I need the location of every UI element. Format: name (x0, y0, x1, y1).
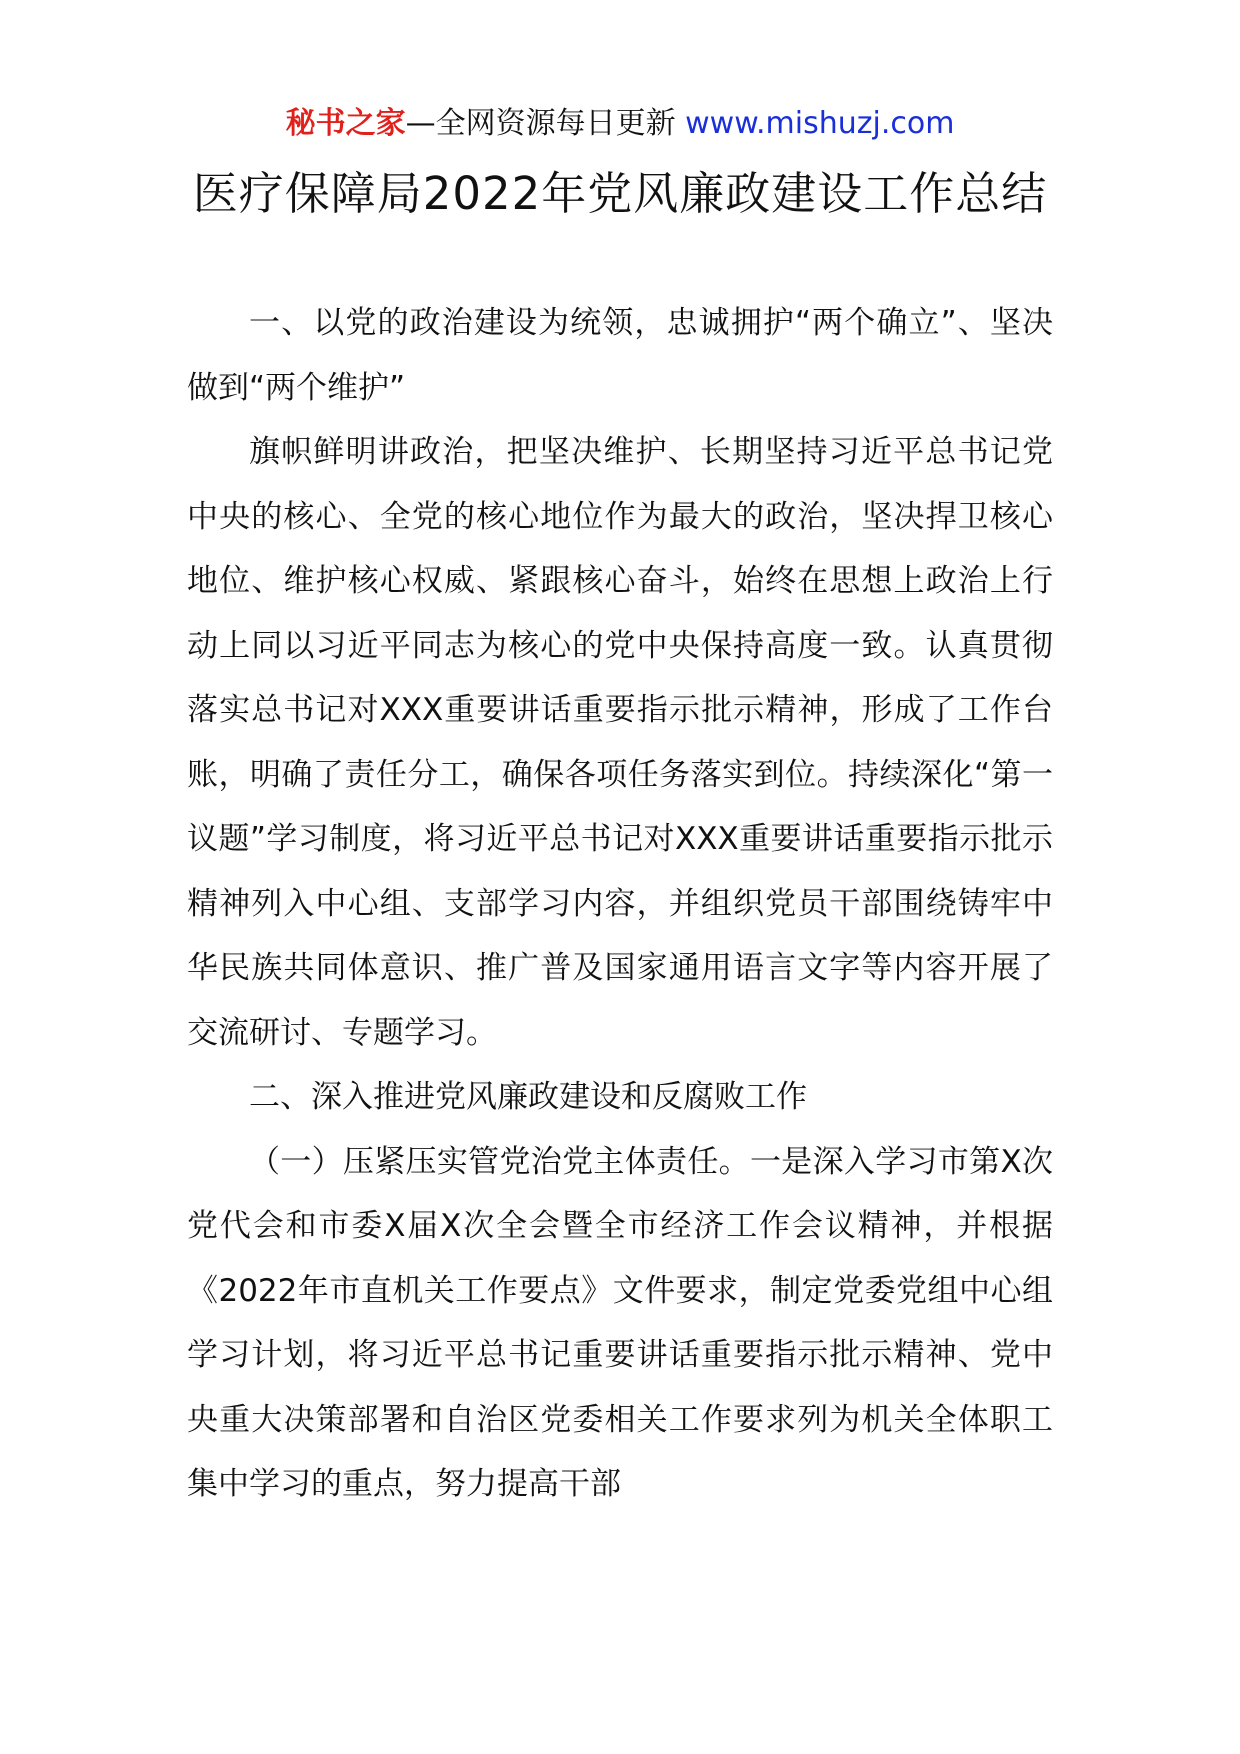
section-heading-2: 二、深入推进党风廉政建设和反腐败工作 (249, 1079, 807, 1115)
document-title: 医疗保障局2022年党风廉政建设工作总结 (192, 167, 1048, 220)
body-paragraph-2: （一）压紧压实管党治党主体责任。一是深入学习市第X次党代会和市委X届X次全会暨全市经济工作会议精神，并根据《2022年市直机关工作要点》文件要求，制定党委党组中心组学习计划，将习近平总书记重要讲话重要指示批示精神、党中央重大决策部署和自治区党委相关工作要求列为机关全体职工集中学习的重点，努力提高干部 (187, 1143, 1053, 1502)
site-banner (0, 104, 1240, 144)
site-tagline: —全网资源每日更新 (405, 106, 676, 141)
body-paragraph-1: 旗帜鲜明讲政治，把坚决维护、长期坚持习近平总书记党中央的核心、全党的核心地位作为最大的政治，坚决捍卫核心地位、维护核心权威、紧跟核心奋斗，始终在思想上政治上行动上同以习近平同志为核心的党中央保持高度一致。认真贯彻落实总书记对XXX重要讲话重要指示批示精神，形成了工作台账，明确了责任分工，确保各项任务落实到位。持续深化“第一议题”学习制度，将习近平总书记对XXX重要讲话重要指示批示精神列入中心组、支部学习内容，并组织党员干部围绕铸牢中华民族共同体意识、推广普及国家通用语言文字等内容开展了交流研讨、专题学习。 (187, 434, 1053, 1051)
section-heading-1: 一、以党的政治建设为统领，忠诚拥护“两个确立”、坚决做到“两个维护” (187, 305, 1053, 406)
document-body (187, 291, 1053, 1517)
site-url-link[interactable]: www.mishuzj.com (685, 106, 955, 141)
site-brand: 秘书之家 (285, 106, 406, 141)
